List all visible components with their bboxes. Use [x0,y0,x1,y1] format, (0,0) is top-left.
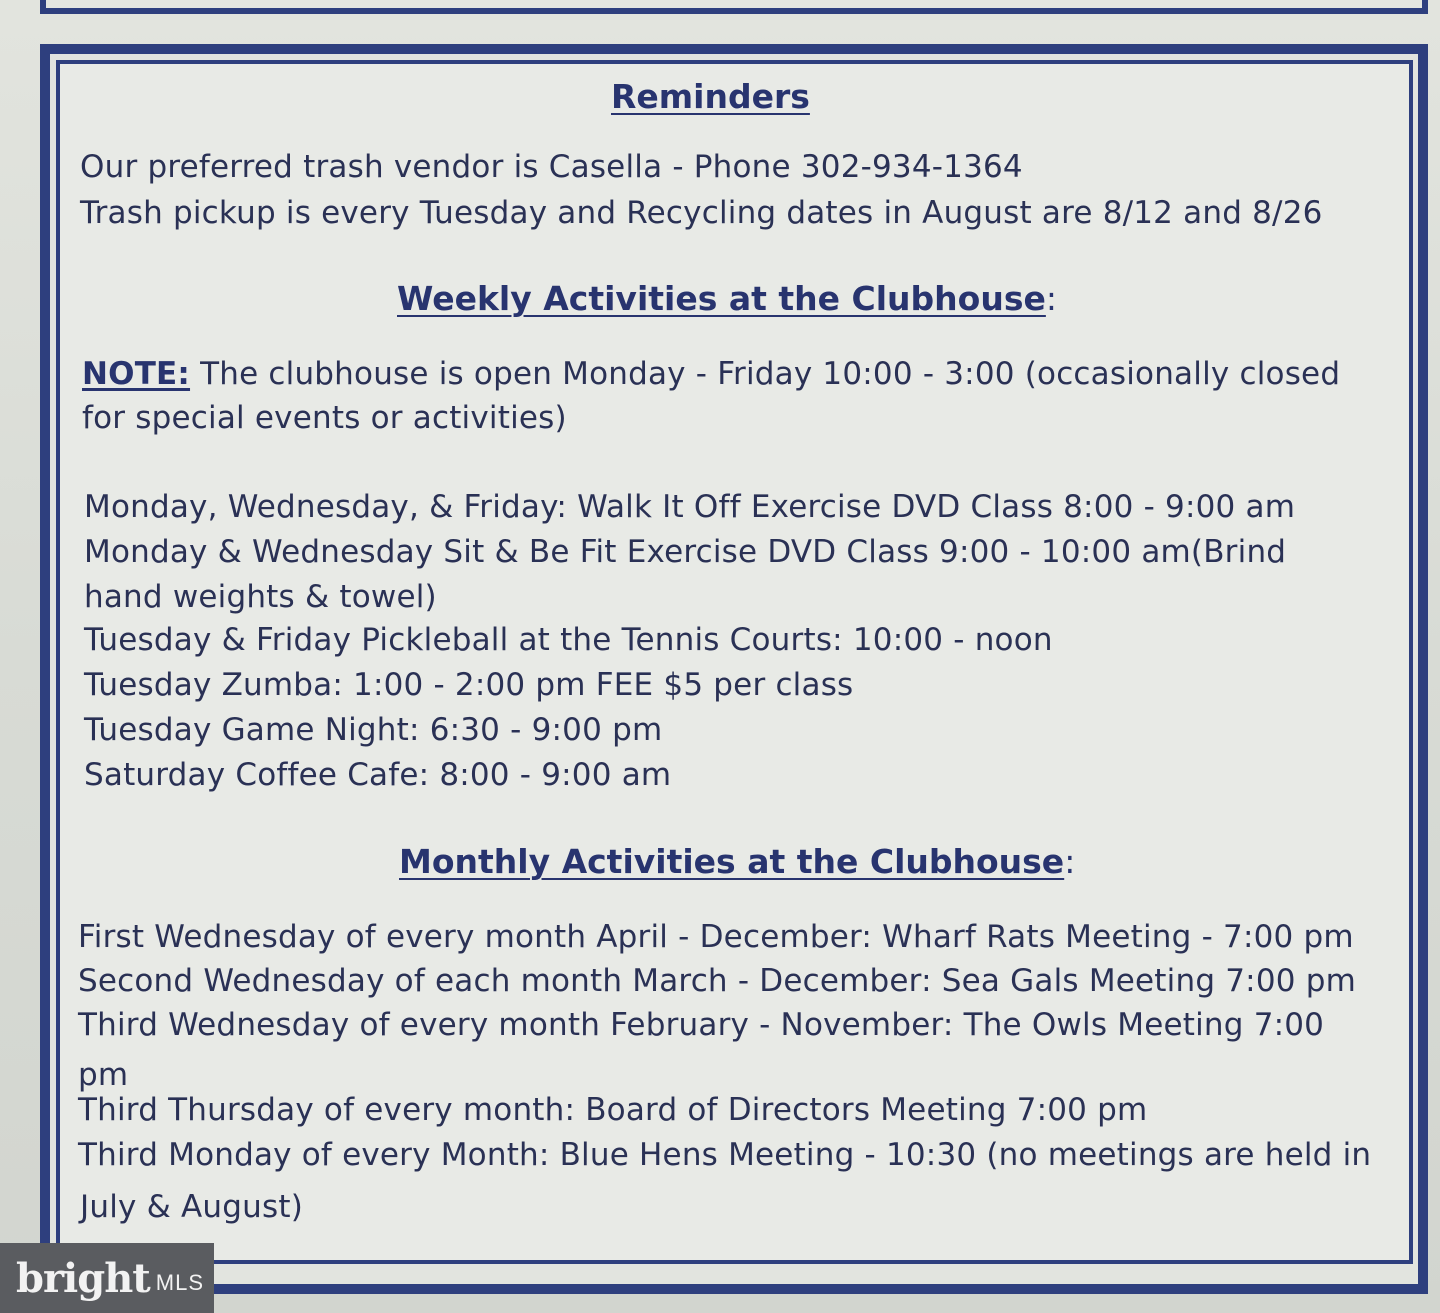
weekly-activity-line: hand weights & towel) [84,579,437,615]
monthly-activity-line: Third Wednesday of every month February - November: The Owls Meeting 7:00 [78,1007,1325,1043]
weekly-activity-line: Tuesday & Friday Pickleball at the Tennis Courts: 10:00 - noon [84,622,1053,658]
note-label: NOTE: [82,356,191,392]
monthly-activity-line: Third Monday of every Month: Blue Hens Meeting - 10:30 (no meetings are held in [78,1137,1372,1173]
weekly-activity-line: Monday & Wednesday Sit & Be Fit Exercise DVD Class 9:00 - 10:00 am(Brind [84,534,1287,570]
monthly-heading: Monthly Activities at the Clubhouse: [399,842,1076,881]
bright-mls-logo [0,1243,214,1313]
weekly-activity-line: Tuesday Zumba: 1:00 - 2:00 pm FEE $5 per class [84,667,854,703]
weekly-activity-line: Monday, Wednesday, & Friday: Walk It Off Exercise DVD Class 8:00 - 9:00 am [84,489,1296,525]
logo-suffix: MLS [155,1270,205,1295]
logo-brand: bright [16,1254,150,1302]
weekly-activity-line: Saturday Coffee Cafe: 8:00 - 9:00 am [84,757,672,793]
clubhouse-hours-note-cont: for special events or activities) [82,400,567,436]
monthly-activity-line: Third Thursday of every month: Board of Directors Meeting 7:00 pm [78,1092,1148,1128]
monthly-activity-line: First Wednesday of every month April - December: Wharf Rats Meeting - 7:00 pm [78,919,1354,955]
notice-panel [56,60,1413,1264]
reminders-heading: Reminders [611,77,810,116]
monthly-activity-line: pm [78,1057,129,1093]
monthly-activity-line: July & August) [80,1189,304,1225]
weekly-heading: Weekly Activities at the Clubhouse: [397,279,1057,318]
previous-section-frame [40,0,1428,14]
weekly-activity-line: Tuesday Game Night: 6:30 - 9:00 pm [84,712,663,748]
reminder-line: Trash pickup is every Tuesday and Recycling dates in August are 8/12 and 8/26 [80,195,1323,231]
monthly-activity-line: Second Wednesday of each month March - December: Sea Gals Meeting 7:00 pm [78,963,1357,999]
clubhouse-hours-note: NOTE: The clubhouse is open Monday - Friday 10:00 - 3:00 (occasionally closed [82,356,1341,392]
reminder-line: Our preferred trash vendor is Casella - Phone 302-934-1364 [80,149,1023,185]
